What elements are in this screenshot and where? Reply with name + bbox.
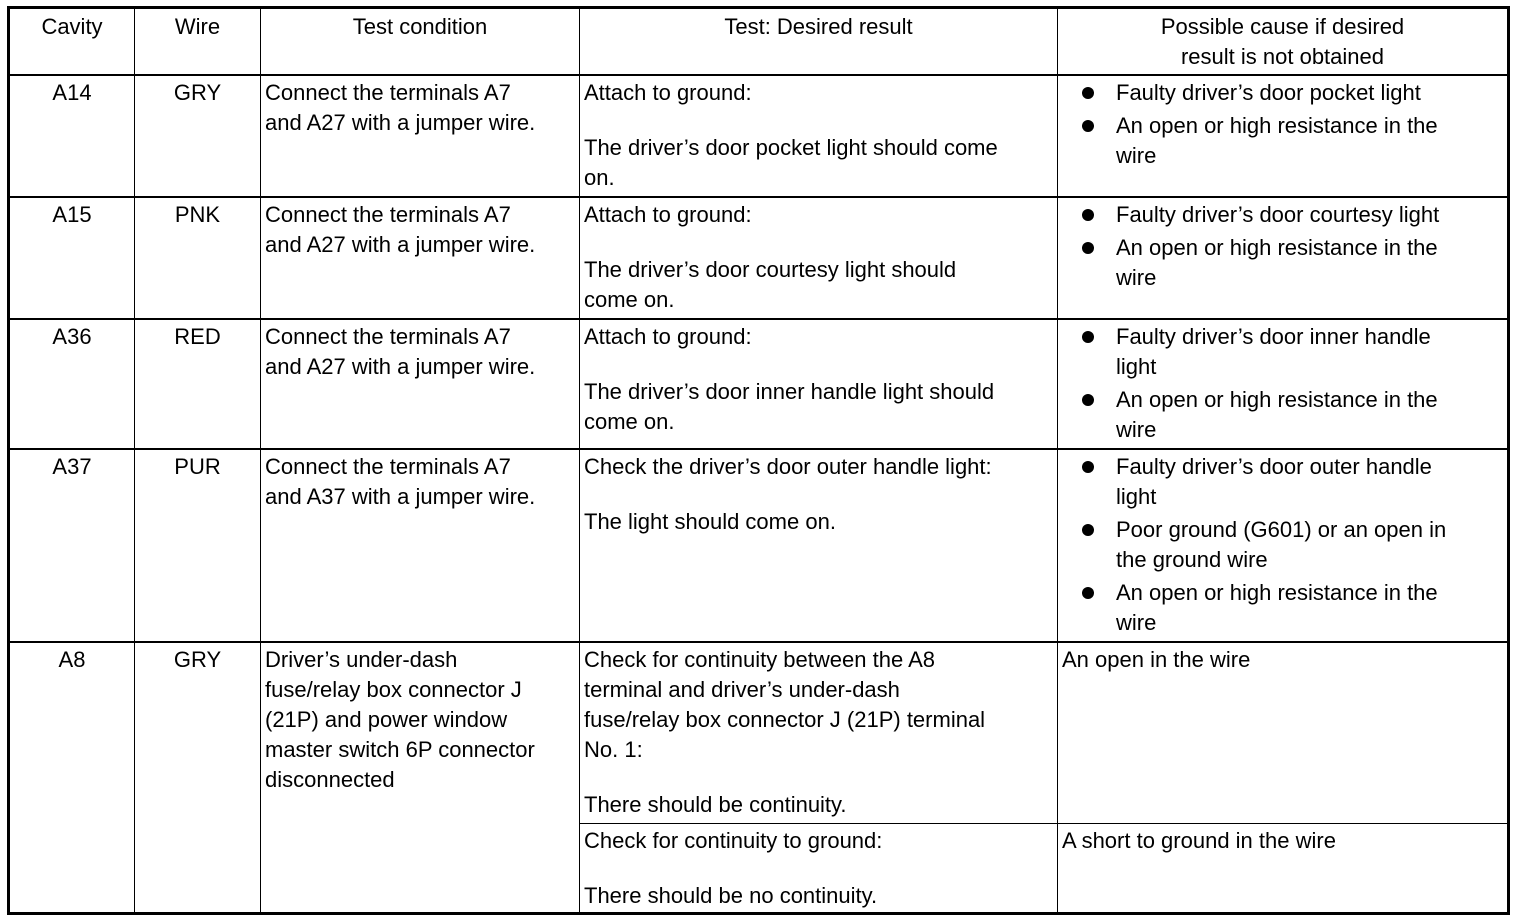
- bullet-icon: [1082, 209, 1094, 221]
- cause-line: wire: [1116, 264, 1157, 290]
- cause-list: [1062, 322, 1503, 445]
- cause-item: [1082, 385, 1503, 445]
- result-cell: [580, 197, 1058, 319]
- result-expected-line: There should be continuity.: [584, 791, 847, 817]
- cause-item: [1082, 322, 1503, 382]
- condition-line: and A37 with a jumper wire.: [265, 483, 536, 509]
- condition-cell: [261, 75, 580, 197]
- cause-cell: [1058, 75, 1509, 197]
- cause-item: [1082, 78, 1503, 108]
- condition-line: master switch 6P connector: [265, 736, 535, 762]
- result-instruction-line: terminal and driver’s under-dash: [584, 676, 900, 702]
- result-instruction-line: fuse/relay box connector J (21P) terminal: [584, 706, 986, 732]
- cause-line: An open or high resistance in the: [1116, 234, 1438, 260]
- cause-item: [1082, 515, 1503, 575]
- cause-line: wire: [1116, 609, 1157, 635]
- header-cavity: Cavity: [9, 8, 135, 75]
- cause-line: wire: [1116, 142, 1157, 168]
- result-cell: [580, 824, 1058, 914]
- table-row-a8: [9, 642, 1509, 824]
- cavity-cell: A36: [9, 319, 135, 449]
- header-possible-cause-line2: result is not obtained: [1180, 44, 1385, 69]
- condition-line: disconnected: [265, 766, 395, 792]
- header-possible-cause: [1058, 8, 1509, 75]
- result-cell: [580, 75, 1058, 197]
- bullet-icon: [1082, 461, 1094, 473]
- wire-cell: RED: [135, 319, 261, 449]
- cause-cell: [1058, 449, 1509, 642]
- condition-line: fuse/relay box connector J: [265, 676, 522, 702]
- cause-list: [1062, 78, 1503, 171]
- cause-line: light: [1116, 483, 1157, 509]
- bullet-icon: [1082, 87, 1094, 99]
- condition-line: and A27 with a jumper wire.: [265, 109, 536, 135]
- result-instruction: Attach to ground:: [584, 323, 752, 349]
- wire-cell: GRY: [135, 75, 261, 197]
- bullet-icon: [1082, 242, 1094, 254]
- condition-cell: [261, 319, 580, 449]
- condition-line: Connect the terminals A7: [265, 323, 511, 349]
- cause-line: Faulty driver’s door pocket light: [1116, 79, 1421, 105]
- result-instruction: Attach to ground:: [584, 79, 752, 105]
- condition-line: Connect the terminals A7: [265, 453, 511, 479]
- cause-line: Faulty driver’s door outer handle: [1116, 453, 1432, 479]
- result-cell: [580, 319, 1058, 449]
- cause-line: light: [1116, 353, 1157, 379]
- result-instruction-line: No. 1:: [584, 736, 643, 762]
- bullet-icon: [1082, 331, 1094, 343]
- cavity-cell: A8: [9, 642, 135, 914]
- cause-line: Faulty driver’s door inner handle: [1116, 323, 1431, 349]
- header-possible-cause-line1: Possible cause if desired: [1160, 14, 1405, 39]
- result-cell: [580, 642, 1058, 824]
- cause-line: wire: [1116, 416, 1157, 442]
- result-expected-line: The driver’s door pocket light should come: [584, 134, 998, 160]
- cavity-cell: A14: [9, 75, 135, 197]
- result-expected-line: The light should come on.: [584, 508, 836, 534]
- condition-cell: [261, 642, 580, 914]
- cause-line: Faulty driver’s door courtesy light: [1116, 201, 1440, 227]
- table-row-a36: [9, 319, 1509, 449]
- result-expected-line: There should be no continuity.: [584, 883, 878, 908]
- bullet-icon: [1082, 524, 1094, 536]
- header-test-condition: Test condition: [261, 8, 580, 75]
- table-row-a37: [9, 449, 1509, 642]
- condition-cell: [261, 197, 580, 319]
- condition-line: (21P) and power window: [265, 706, 508, 732]
- condition-line: and A27 with a jumper wire.: [265, 353, 536, 379]
- condition-line: Driver’s under-dash: [265, 646, 458, 672]
- cause-line: An open or high resistance in the: [1116, 579, 1438, 605]
- result-instruction: Attach to ground:: [584, 201, 752, 227]
- header-desired-result: Test: Desired result: [580, 8, 1058, 75]
- result-expected-line: come on.: [584, 286, 675, 312]
- condition-cell: [261, 449, 580, 642]
- bullet-icon: [1082, 120, 1094, 132]
- result-instruction-line: Check for continuity between the A8: [584, 646, 935, 672]
- cause-item: [1082, 200, 1503, 230]
- cause-list: [1062, 200, 1503, 293]
- header-wire: Wire: [135, 8, 261, 75]
- cause-line: An open or high resistance in the: [1116, 386, 1438, 412]
- cause-cell: [1058, 197, 1509, 319]
- result-expected-line: The driver’s door inner handle light should: [584, 378, 995, 404]
- cause-list: [1062, 452, 1503, 638]
- cavity-cell: A15: [9, 197, 135, 319]
- cause-cell: An open in the wire: [1058, 642, 1509, 824]
- wire-cell: PNK: [135, 197, 261, 319]
- result-instruction-line: Check for continuity to ground:: [584, 828, 883, 853]
- wire-cell: GRY: [135, 642, 261, 914]
- cause-cell: A short to ground in the wire: [1058, 824, 1509, 914]
- cause-line: An open or high resistance in the: [1116, 112, 1438, 138]
- condition-line: Connect the terminals A7: [265, 79, 511, 105]
- cause-item: [1082, 111, 1503, 171]
- cause-cell: [1058, 319, 1509, 449]
- condition-line: and A27 with a jumper wire.: [265, 231, 536, 257]
- table-row-a15: [9, 197, 1509, 319]
- bullet-icon: [1082, 587, 1094, 599]
- result-instruction: Check the driver’s door outer handle light:: [584, 453, 992, 479]
- cavity-cell: A37: [9, 449, 135, 642]
- cause-item: [1082, 233, 1503, 293]
- wire-cell: PUR: [135, 449, 261, 642]
- result-expected-line: The driver’s door courtesy light should: [584, 256, 957, 282]
- result-expected-line: on.: [584, 164, 615, 190]
- bullet-icon: [1082, 394, 1094, 406]
- table-row-a14: [9, 75, 1509, 197]
- condition-line: Connect the terminals A7: [265, 201, 511, 227]
- result-cell: [580, 449, 1058, 642]
- cause-line: the ground wire: [1116, 546, 1268, 572]
- result-expected-line: come on.: [584, 408, 675, 434]
- header-row: [9, 8, 1509, 75]
- cause-item: [1082, 578, 1503, 638]
- cause-item: [1082, 452, 1503, 512]
- cause-line: Poor ground (G601) or an open in: [1116, 516, 1447, 542]
- diagnostic-table: [7, 6, 1510, 915]
